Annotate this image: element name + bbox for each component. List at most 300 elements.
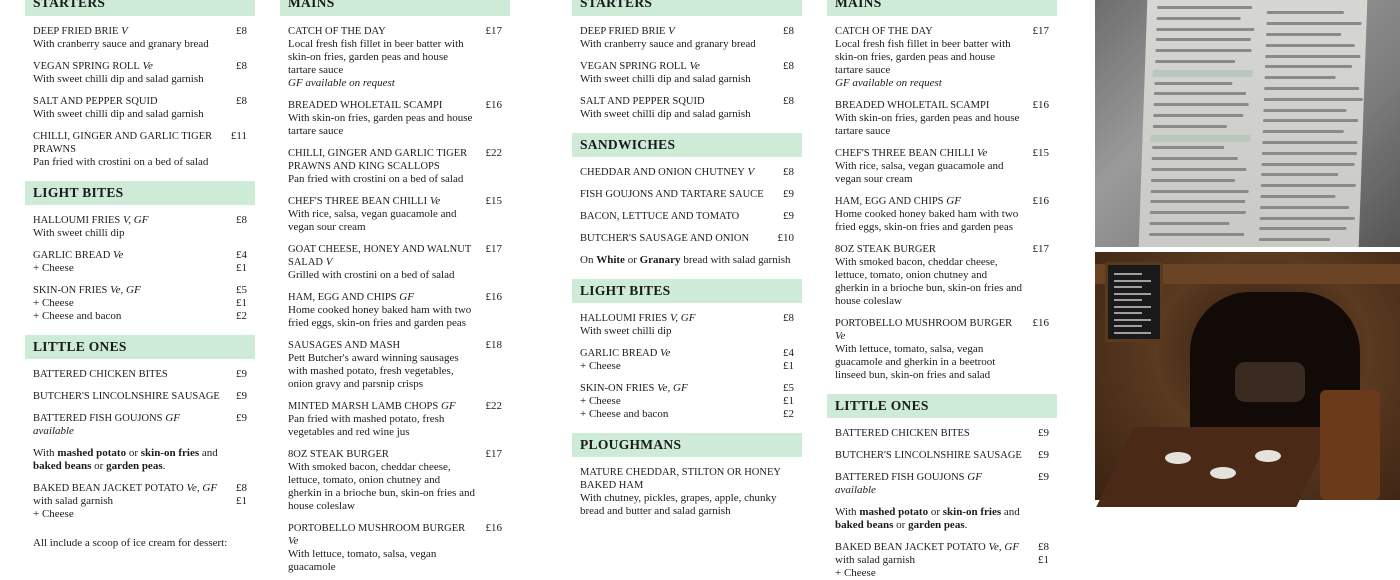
fireplace-photo <box>1095 252 1400 500</box>
menu-item-price: £8 <box>236 60 247 72</box>
menu-text-line-image <box>1263 109 1346 112</box>
menu-item-name: GOAT CHEESE, HONEY AND WALNUT SALAD <box>288 244 472 268</box>
menu-item-name: GARLIC BREAD <box>580 348 658 359</box>
menu-item-description: Pett Butcher's award winning sausages with mashed potato, fresh vegetables, onion gravy and parsnip crisps <box>288 352 459 390</box>
menu-item-prices <box>1029 427 1049 440</box>
menu-item-prices <box>774 210 794 223</box>
menu-text-line-image <box>1151 168 1246 171</box>
menu-item <box>827 195 1057 234</box>
menu-section <box>25 181 255 323</box>
menu-note <box>25 447 255 473</box>
menu-item-extra-price: £8 <box>236 482 247 494</box>
menu-text-line-image <box>1263 119 1358 122</box>
menu-item-name: MINTED MARSH LAMB CHOPS <box>288 401 439 412</box>
menu-note-text: mashed potato <box>57 447 127 459</box>
menu-note-text: Granary <box>639 254 681 266</box>
menu-item-name: HAM, EGG AND CHIPS <box>835 196 944 207</box>
menu-text-line-image <box>1152 157 1238 160</box>
menu-page-left-image <box>1139 0 1368 247</box>
menu-item-body <box>580 347 774 373</box>
menu-item-description: Local fresh fish fillet in beer batter with skin-on fries, garden peas and house tartare sauce <box>835 38 1011 76</box>
diet-label: V <box>668 25 675 37</box>
menu-item <box>280 195 510 234</box>
menu-item-price: £17 <box>485 243 502 255</box>
menu-note-text: skin-on fries <box>140 447 200 459</box>
chalk-line-image <box>1114 306 1151 308</box>
menu-item <box>280 400 510 439</box>
menu-column-4 <box>827 0 1057 579</box>
menu-item-prices <box>1029 25 1049 90</box>
section-header: STARTERS <box>25 0 255 16</box>
menu-text-line-image <box>1152 146 1224 149</box>
menu-item-price: £9 <box>783 188 794 200</box>
menu-item-name: BATTERED CHICKEN BITES <box>33 369 168 380</box>
menu-item-body <box>33 130 227 169</box>
menu-column-1 <box>25 0 255 549</box>
diet-label: Ve <box>689 60 700 72</box>
menu-text-line-image <box>1151 179 1235 182</box>
menu-item-name: FISH GOUJONS AND TARTARE SAUCE <box>580 189 764 200</box>
menu-item <box>280 339 510 391</box>
menu-item-prices <box>227 284 247 323</box>
availability-note: GF available on request <box>288 77 395 89</box>
menu-item-body <box>288 25 482 90</box>
diet-label: GF available <box>835 471 982 496</box>
menu-text-line-image <box>1265 65 1352 68</box>
menu-section-band-image <box>1153 70 1253 77</box>
menu-item-prices <box>482 99 502 138</box>
menu-item <box>572 312 802 338</box>
diet-label: Ve, GF <box>657 382 688 394</box>
menu-item <box>572 60 802 86</box>
menu-item-prices <box>482 147 502 186</box>
menu-item-body <box>33 25 227 51</box>
menu-section <box>572 133 802 267</box>
chalk-line-image <box>1114 280 1151 282</box>
menu-item-body <box>33 284 227 323</box>
menu-item-price: £17 <box>1032 25 1049 37</box>
menu-item-description: + Cheese <box>580 360 621 372</box>
menu-item <box>25 214 255 240</box>
chalk-line-image <box>1114 299 1142 301</box>
menu-item-name: CHILLI, GINGER AND GARLIC TIGER PRAWNS AND KING SCALLOPS <box>288 148 468 172</box>
menu-item-prices <box>774 382 794 421</box>
menu-item-price: £9 <box>1038 449 1049 461</box>
menu-item <box>827 243 1057 308</box>
menu-item-prices <box>482 448 502 513</box>
menu-item-description: With skin-on fries, garden peas and house tartare sauce <box>288 112 473 137</box>
diet-label: Ve <box>429 195 441 207</box>
menu-item-price: £16 <box>485 291 502 303</box>
plate-image <box>1165 452 1191 464</box>
menu-item-price: £9 <box>1038 427 1049 439</box>
menu-note-text: or <box>624 254 640 266</box>
menu-item-prices <box>227 214 247 240</box>
menu-item <box>572 166 802 179</box>
menu-item-description: Pan fried with mashed potato, fresh vegetables and red wine jus <box>288 413 445 438</box>
menu-item-name: BACON, LETTUCE AND TOMATO <box>580 211 740 222</box>
diet-label: GF <box>440 400 456 412</box>
menu-item-body <box>835 195 1029 234</box>
menu-text-line-image <box>1261 184 1356 187</box>
menu-item-body <box>288 99 482 138</box>
menu-text-line-image <box>1151 190 1249 193</box>
diet-label: GF <box>399 291 414 303</box>
menu-item-description: With sweet chilli dip <box>580 325 672 337</box>
menu-item <box>280 243 510 282</box>
menu-item-extra-price: £1 <box>236 297 247 309</box>
menu-item-price: £9 <box>1038 471 1049 483</box>
menu-text-line-image <box>1154 92 1246 95</box>
menu-item-name: BREADED WHOLETAIL SCAMPI <box>835 100 990 111</box>
menu-text-line-image <box>1265 55 1360 58</box>
menu-item-name: HALLOUMI FRIES <box>33 215 121 226</box>
menu-item-prices <box>482 339 502 391</box>
menu-item-extra-price: £8 <box>1038 541 1049 553</box>
menu-text-line-image <box>1150 200 1245 203</box>
menu-item <box>827 449 1057 462</box>
menu-item-prices <box>1029 195 1049 234</box>
menu-item-price: £9 <box>236 412 247 424</box>
menu-item-body <box>33 249 227 275</box>
chalkboard-image <box>1105 262 1163 342</box>
menu-item <box>25 368 255 381</box>
menu-item-body <box>580 232 774 245</box>
menu-item-body <box>835 99 1029 138</box>
menu-item-description: + Cheese <box>33 262 74 274</box>
menu-item-price: £15 <box>485 195 502 207</box>
menu-section <box>25 335 255 550</box>
chalk-line-image <box>1114 286 1142 288</box>
menu-item-body <box>835 471 1029 497</box>
menu-item-body <box>580 312 774 338</box>
menu-item-price: £11 <box>230 130 247 142</box>
menu-item <box>572 188 802 201</box>
diet-label: Ve, GF <box>110 284 141 296</box>
diet-label: GF available <box>33 412 180 437</box>
menu-item-name: HAM, EGG AND CHIPS <box>288 292 397 303</box>
menu-item-body <box>288 448 482 513</box>
menu-item-prices <box>227 130 247 169</box>
menu-text-line-image <box>1149 222 1229 225</box>
menu-text-line-image <box>1262 141 1357 144</box>
menu-section <box>280 0 510 574</box>
menu-item-prices <box>1029 317 1049 382</box>
menu-text-line-image <box>1267 11 1344 14</box>
menu-section <box>572 279 802 421</box>
menu-item <box>827 427 1057 440</box>
menu-text-line-image <box>1157 6 1252 9</box>
menu-text-line-image <box>1266 22 1361 25</box>
menu-item-body <box>835 147 1029 186</box>
menu-item-price: £8 <box>783 95 794 107</box>
menu-item-body <box>288 400 482 439</box>
menu-item-name: BATTERED FISH GOUJONS <box>33 413 163 424</box>
menu-item-description: With cranberry sauce and granary bread <box>33 38 209 50</box>
menu-note-text: or <box>126 447 141 459</box>
menu-item-body <box>580 60 774 86</box>
diet-label: V, GF <box>122 214 149 226</box>
menu-item-body <box>580 95 774 121</box>
menu-item-body <box>580 188 774 201</box>
diet-label: GF <box>946 195 961 207</box>
menu-item <box>25 130 255 169</box>
menu-item-description: With skin-on fries, garden peas and house tartare sauce <box>835 112 1020 137</box>
diet-label: Ve <box>288 535 299 547</box>
menu-item-description: + Cheese + Cheese and bacon <box>580 395 669 420</box>
menu-item-body <box>580 25 774 51</box>
menu-item-name: BAKED BEAN JACKET POTATO <box>835 542 986 553</box>
section-header: PLOUGHMANS <box>572 433 802 457</box>
menu-item-body <box>33 482 227 521</box>
menu-item-description: With sweet chilli dip and salad garnish <box>580 73 751 85</box>
menu-item-description: Pan fried with crostini on a bed of salad <box>33 156 209 168</box>
menu-section <box>572 0 802 121</box>
menu-item-price: £17 <box>1032 243 1049 255</box>
diet-label: V <box>325 256 333 268</box>
menu-item-name: SAUSAGES AND MASH <box>288 340 401 351</box>
menu-item <box>280 99 510 138</box>
menu-item-name: BAKED BEAN JACKET POTATO <box>33 483 184 494</box>
menu-item-price: £5 <box>236 284 247 296</box>
menu-item-price: £16 <box>1032 99 1049 111</box>
menu-item-name: CHEF'S THREE BEAN CHILLI <box>835 148 975 159</box>
menu-item-body <box>288 195 482 234</box>
menu-text-line-image <box>1156 38 1251 41</box>
menu-item-body <box>33 214 227 240</box>
diet-label: V <box>747 166 755 178</box>
menu-item-name: PORTOBELLO MUSHROOM BURGER <box>835 318 1013 329</box>
menu-note-text: or <box>91 460 107 472</box>
diet-label: Ve, GF <box>988 541 1020 553</box>
menu-item-name: PORTOBELLO MUSHROOM BURGER <box>288 523 466 534</box>
menu-item <box>280 522 510 574</box>
menu-item-body <box>288 522 482 574</box>
menu-item-prices <box>482 291 502 330</box>
menu-item-prices <box>1029 99 1049 138</box>
chalk-line-image <box>1114 312 1142 314</box>
availability-note: GF available on request <box>835 77 942 89</box>
menu-item <box>280 448 510 513</box>
menu-item-price: £16 <box>485 99 502 111</box>
menu-item <box>280 147 510 186</box>
menu-item-prices <box>227 249 247 275</box>
menu-note-text: bread with salad garnish <box>680 254 791 266</box>
menu-item-prices <box>774 188 794 201</box>
menu-item-prices <box>227 390 247 403</box>
menu-item-body <box>835 243 1029 308</box>
menu-note-text: . <box>964 519 968 531</box>
menu-item-name: SALT AND PEPPER SQUID <box>33 96 158 107</box>
menu-item-body <box>835 317 1029 382</box>
menu-item-description: with salad garnish + Cheese <box>835 554 916 579</box>
plate-image <box>1255 450 1281 462</box>
menu-item-name: HALLOUMI FRIES <box>580 313 668 324</box>
menu-photo <box>1095 0 1400 247</box>
menu-item-description: Home cooked honey baked ham with two fried eggs, skin-on fries and garden peas <box>835 208 1019 233</box>
chalk-line-image <box>1114 332 1151 334</box>
menu-item-price: £4 <box>236 249 247 261</box>
menu-item-prices <box>774 347 794 373</box>
menu-item-body <box>580 210 774 223</box>
menu-item-price: £9 <box>783 210 794 222</box>
menu-item-price: £5 <box>783 382 794 394</box>
menu-item-price: £16 <box>1032 195 1049 207</box>
menu-item-name: GARLIC BREAD <box>33 250 111 261</box>
menu-section <box>827 0 1057 382</box>
menu-item-description: with salad garnish + Cheese <box>33 495 114 520</box>
menu-item-price: £22 <box>485 147 502 159</box>
menu-item-name: DEEP FRIED BRIE <box>580 26 666 37</box>
menu-item-description: With cranberry sauce and granary bread <box>580 38 756 50</box>
section-header: LIGHT BITES <box>25 181 255 205</box>
menu-item-body <box>835 427 1029 440</box>
menu-text-line-image <box>1264 98 1363 101</box>
menu-item <box>827 541 1057 580</box>
menu-item-body <box>580 166 774 179</box>
menu-item-description: Grilled with crostini on a bed of salad <box>288 269 455 281</box>
menu-item-body <box>33 412 227 438</box>
menu-item-prices <box>1029 541 1049 580</box>
menu-item-prices <box>227 25 247 51</box>
section-header: STARTERS <box>572 0 802 16</box>
menu-text-line-image <box>1264 87 1359 90</box>
menu-item-prices <box>482 195 502 234</box>
diet-label: Ve <box>660 347 671 359</box>
menu-text-line-image <box>1259 227 1346 230</box>
menu-item-prices <box>774 312 794 338</box>
menu-item-prices <box>1029 147 1049 186</box>
menu-note-text: On <box>580 254 597 266</box>
menu-text-line-image <box>1154 82 1232 85</box>
menu-text-line-image <box>1259 238 1330 241</box>
menu-text-line-image <box>1266 44 1355 47</box>
menu-item-description: With smoked bacon, cheddar cheese, lettuce, tomato, onion chutney and gherkin in a brioche bun, skin-on fries and house coleslaw <box>288 461 475 512</box>
menu-item-extra-price: £1 <box>783 360 794 372</box>
menu-item-price: £8 <box>783 166 794 178</box>
menu-item-body <box>33 390 227 403</box>
menu-item <box>25 25 255 51</box>
chalk-line-image <box>1114 273 1142 275</box>
menu-item-name: BUTCHER'S LINCOLNSHIRE SAUSAGE <box>33 391 220 402</box>
menu-text-line-image <box>1149 233 1244 236</box>
menu-item-extra-price: £1 <box>236 262 247 274</box>
menu-text-line-image <box>1260 206 1349 209</box>
menu-item-name: VEGAN SPRING ROLL <box>580 61 687 72</box>
menu-item-name: SKIN-ON FRIES <box>580 383 655 394</box>
menu-item-price: £9 <box>236 390 247 402</box>
menu-item <box>572 25 802 51</box>
menu-item-body <box>33 95 227 121</box>
menu-item-prices <box>227 60 247 86</box>
menu-item <box>572 347 802 373</box>
diet-label: V, GF <box>669 312 696 324</box>
menu-item-body <box>33 60 227 86</box>
menu-item-body <box>33 368 227 381</box>
menu-item-body <box>580 382 774 421</box>
menu-item <box>572 210 802 223</box>
menu-item-price: £22 <box>485 400 502 412</box>
menu-item-price: £8 <box>783 60 794 72</box>
menu-item-name: 8OZ STEAK BURGER <box>288 449 389 460</box>
menu-item-prices <box>774 25 794 51</box>
menu-note-text: and <box>1001 506 1020 518</box>
menu-item-prices <box>774 60 794 86</box>
menu-item-name: BREADED WHOLETAIL SCAMPI <box>288 100 443 111</box>
menu-item-price: £10 <box>777 232 794 244</box>
menu-text-line-image <box>1266 33 1341 36</box>
menu-item-price: £8 <box>783 312 794 324</box>
menu-item-extra-price: £1 <box>236 495 247 507</box>
menu-item-body <box>288 291 482 330</box>
menu-item <box>827 317 1057 382</box>
menu-text-line-image <box>1154 103 1249 106</box>
menu-item-name: BUTCHER'S LINCOLNSHIRE SAUSAGE <box>835 450 1022 461</box>
menu-item <box>572 466 802 518</box>
menu-footer-note: All include a scoop of ice cream for dessert: <box>33 537 228 549</box>
menu-item <box>827 147 1057 186</box>
menu-column-2 <box>280 0 510 573</box>
menu-item-name: CHILLI, GINGER AND GARLIC TIGER PRAWNS <box>33 131 213 155</box>
menu-item-description: With lettuce, tomato, salsa, vegan guacamole <box>288 548 437 573</box>
menu-item-description: With sweet chilli dip and salad garnish <box>33 73 204 85</box>
menu-item-description: With lettuce, tomato, salsa, vegan guacamole and gherkin in a beetroot linseed bun, skin-on fries and salad <box>835 343 996 381</box>
menu-item <box>25 412 255 438</box>
menu-item-prices <box>774 95 794 121</box>
menu-item-name: CHEF'S THREE BEAN CHILLI <box>288 196 428 207</box>
menu-item-extra-price: £2 <box>236 310 247 322</box>
menu-section <box>25 0 255 169</box>
menu-item-description: With smoked bacon, cheddar cheese, lettuce, tomato, onion chutney and gherkin in a brioche bun, skin-on fries and house coleslaw <box>835 256 1022 307</box>
section-header: MAINS <box>280 0 510 16</box>
menu-item-description: Home cooked honey baked ham with two fried eggs, skin-on fries and garden peas <box>288 304 472 329</box>
menu-item-description: + Cheese + Cheese and bacon <box>33 297 122 322</box>
menu-item-body <box>835 25 1029 90</box>
chalk-line-image <box>1114 325 1142 327</box>
menu-item-price: £9 <box>236 368 247 380</box>
menu-item-name: BUTCHER'S SAUSAGE AND ONION <box>580 233 750 244</box>
menu-note-text: or <box>928 506 943 518</box>
menu-item-description: With sweet chilli dip and salad garnish <box>33 108 204 120</box>
menu-item-description: Local fresh fish fillet in beer batter with skin-on fries, garden peas and house tartare sauce <box>288 38 464 76</box>
menu-item-price: £17 <box>485 448 502 460</box>
menu-note-text: . <box>162 460 166 472</box>
menu-item-body <box>835 541 1029 580</box>
menu-item-body <box>288 339 482 391</box>
menu-item-body <box>288 243 482 282</box>
menu-item-price: £8 <box>783 25 794 37</box>
menu-item <box>827 25 1057 90</box>
menu-item-name: SKIN-ON FRIES <box>33 285 108 296</box>
menu-item <box>827 471 1057 497</box>
menu-note-text: or <box>893 519 909 531</box>
menu-note-text: garden peas <box>908 519 965 531</box>
menu-note-text: baked beans <box>33 460 92 472</box>
menu-item-description: With sweet chilli dip and salad garnish <box>580 108 751 120</box>
menu-item-name: CHEDDAR AND ONION CHUTNEY <box>580 167 745 178</box>
menu-item <box>25 482 255 521</box>
menu-note-text: and <box>199 447 218 459</box>
menu-column-3 <box>572 0 802 517</box>
menu-note-text: skin-on fries <box>942 506 1002 518</box>
menu-note-text: With <box>835 506 860 518</box>
diet-label: Ve <box>976 147 988 159</box>
menu-item-price: £16 <box>485 522 502 534</box>
menu-item-price: £15 <box>1032 147 1049 159</box>
menu-item-prices <box>774 232 794 245</box>
menu-section-band-image <box>1150 135 1250 142</box>
section-header: MAINS <box>827 0 1057 16</box>
